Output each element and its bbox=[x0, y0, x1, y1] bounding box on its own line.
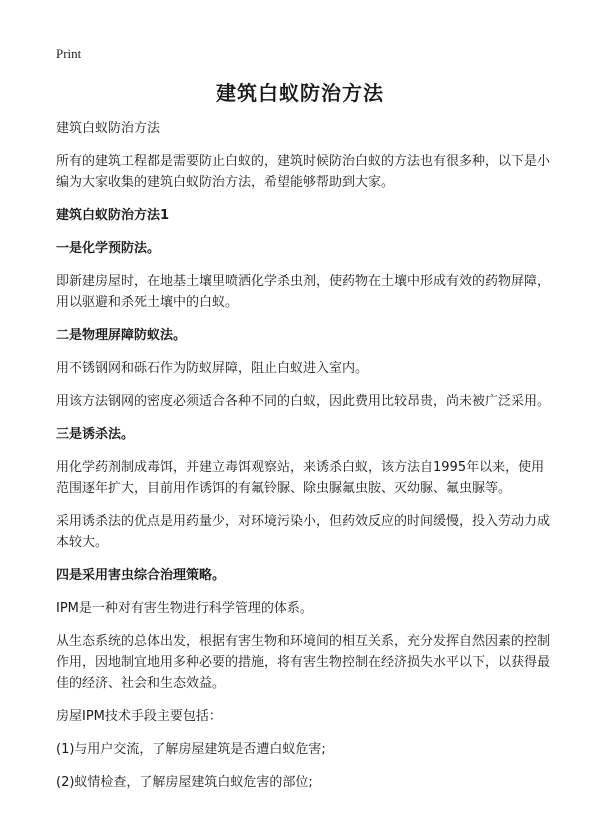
intro-paragraph: 所有的建筑工程都是需要防止白蚁的，建筑时候防治白蚁的方法也有很多种，以下是小编为大家收集的建筑白蚁防治方法，希望能够帮助到大家。 bbox=[56, 154, 551, 190]
page-title: 建筑白蚁防治方法 bbox=[216, 81, 384, 105]
chemical-paragraph: 即新建房屋时，在地基土壤里喷洒化学杀虫剂，使药物在土壤中形成有效的药物屏障，用以驱避和杀死土壤中的白蚁。 bbox=[56, 274, 551, 310]
physical-paragraph-1: 用不锈钢网和砾石作为防蚁屏障，阻止白蚁进入室内。 bbox=[56, 361, 369, 376]
method-heading-bait: 三是诱杀法。 bbox=[56, 427, 135, 442]
method-heading-physical: 二是物理屏障防蚁法。 bbox=[56, 328, 187, 343]
ipm-paragraph-1: IPM是一种对有害生物进行科学管理的体系。 bbox=[56, 601, 313, 616]
physical-paragraph-2: 用该方法钢网的密度必须适合各种不同的白蚁，因此费用比较昂贵，尚未被广泛采用。 bbox=[56, 394, 551, 409]
list-item: (2)蚁情检查，了解房屋建筑白蚁危害的部位; bbox=[56, 775, 313, 790]
ipm-paragraph-2: 从生态系统的总体出发，根据有害生物和环境间的相互关系，充分发挥自然因素的控制作用，因地制宜地用多种必要的措施，将有害生物控制在经济损失水平以下，以获得最佳的经济、社会和生态效益。 bbox=[56, 634, 551, 691]
print-link[interactable]: Print bbox=[56, 46, 82, 61]
list-item: (1)与用户交流，了解房屋建筑是否遭白蚁危害; bbox=[56, 742, 326, 757]
section-heading: 建筑白蚁防治方法1 bbox=[56, 208, 170, 223]
bait-paragraph-1: 用化学药剂制成毒饵，并建立毒饵观察站，来诱杀白蚁，该方法自1995年以来，使用范围逐年扩大，目前用作诱饵的有氟铃脲、除虫脲氟虫胺、灭幼脲、氟虫脲等。 bbox=[56, 460, 545, 496]
bait-paragraph-2: 采用诱杀法的优点是用药量少，对环境污染小，但药效反应的时间缓慢，投入劳动力成本较大。 bbox=[56, 514, 551, 550]
method-heading-ipm: 四是采用害虫综合治理策略。 bbox=[56, 568, 226, 583]
article-subtitle: 建筑白蚁防治方法 bbox=[56, 121, 161, 136]
article-body bbox=[56, 118, 552, 805]
method-heading-chemical: 一是化学预防法。 bbox=[56, 241, 161, 256]
ipm-paragraph-3: 房屋IPM技术手段主要包括： bbox=[56, 709, 222, 724]
